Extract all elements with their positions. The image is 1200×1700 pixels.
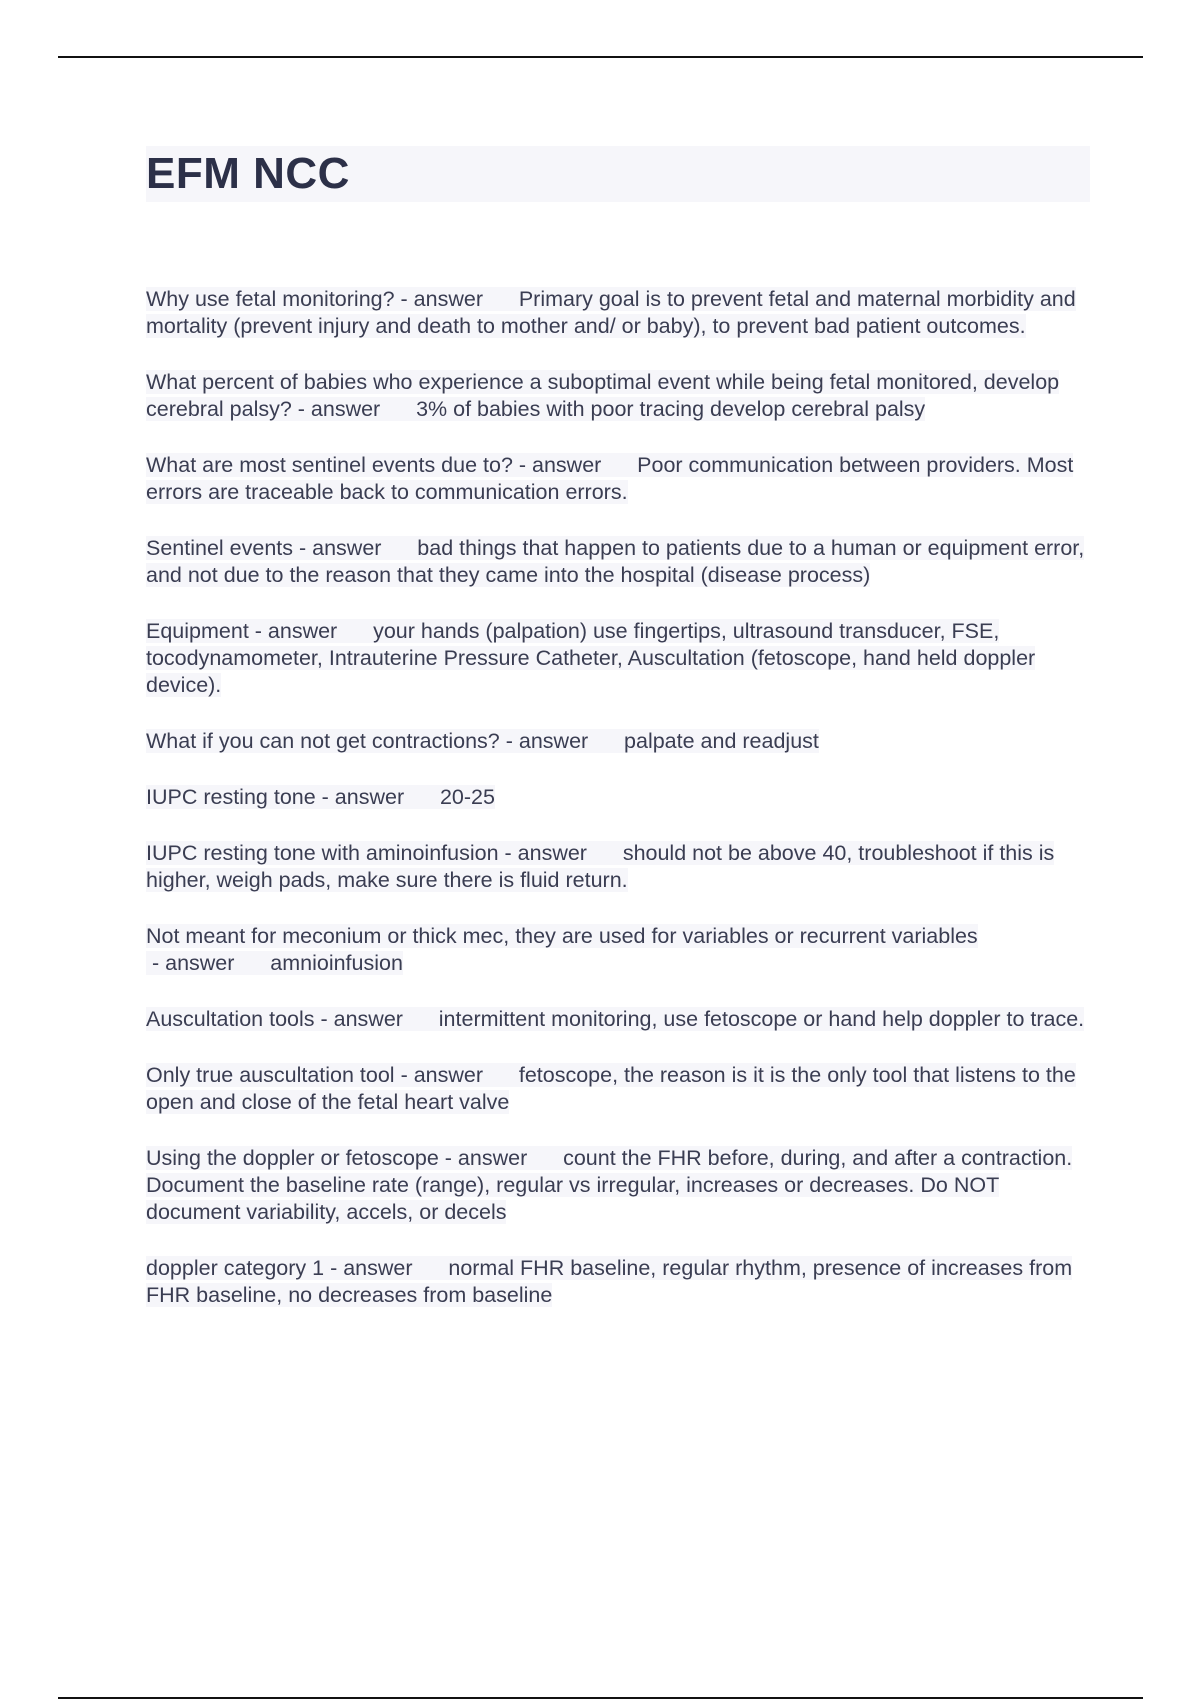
qa-question: Equipment (146, 619, 249, 643)
qa-question: Not meant for meconium or thick mec, they are used for variables or recurrent variables (146, 924, 978, 948)
qa-question: Only true auscultation tool (146, 1063, 395, 1087)
qa-answer: 20-25 (439, 785, 495, 809)
qa-item (146, 728, 1090, 755)
title-band (146, 146, 1090, 202)
qa-answer: count the FHR before, during, and after a contraction. Document the baseline rate (range), regular vs irregular, increases or decreases. Do NOT document variability, accels, or decels (146, 1146, 1073, 1224)
qa-answer: fetoscope, the reason is it is the only tool that listens to the open and close of the fetal heart valve (146, 1063, 1076, 1114)
qa-item (146, 618, 1090, 699)
qa-answer: should not be above 40, troubleshoot if this is higher, weigh pads, make sure there is fluid return. (146, 841, 1055, 892)
qa-answer: palpate and readjust (624, 729, 819, 753)
qa-separator: - answer (291, 397, 417, 421)
document-title: EFM NCC (146, 149, 350, 198)
qa-answer: your hands (palpation) use fingertips, ultrasound transducer, FSE, tocodynamometer, Intrauterine Pressure Catheter, Auscultation (fetoscope, hand held doppler device). (146, 619, 1036, 697)
qa-item (146, 840, 1090, 894)
qa-question: What are most sentinel events due to? (146, 453, 513, 477)
qa-question: Why use fetal monitoring? (146, 287, 395, 311)
qa-item (146, 369, 1090, 423)
qa-separator: - answer (438, 1146, 564, 1170)
qa-answer: amnioinfusion (270, 951, 403, 975)
qa-separator: - answer (394, 287, 519, 311)
qa-answer: normal FHR baseline, regular rhythm, presence of increases from FHR baseline, no decreases from baseline (146, 1256, 1073, 1307)
qa-separator: - answer (146, 951, 271, 975)
qa-separator: - answer (499, 729, 625, 753)
qa-question: IUPC resting tone with aminoinfusion (146, 841, 499, 865)
qa-question: doppler category 1 (146, 1256, 325, 1280)
qa-item (146, 784, 1090, 811)
qa-answer: intermittent monitoring, use fetoscope or hand help doppler to trace. (438, 1007, 1085, 1031)
qa-item (146, 452, 1090, 506)
qa-question: Using the doppler or fetoscope (146, 1146, 439, 1170)
qa-separator: - answer (293, 536, 418, 560)
qa-item (146, 923, 1090, 977)
qa-answer: Poor communication between providers. Most errors are traceable back to communication errors. (146, 453, 1074, 504)
bottom-rule (58, 1697, 1143, 1699)
qa-question: Auscultation tools (146, 1007, 315, 1031)
qa-item (146, 535, 1090, 589)
qa-separator: - answer (315, 785, 440, 809)
qa-separator: - answer (324, 1256, 449, 1280)
qa-question: IUPC resting tone (146, 785, 316, 809)
qa-separator: - answer (498, 841, 623, 865)
qa-separator: - answer (248, 619, 374, 643)
qa-answer: Primary goal is to prevent fetal and maternal morbidity and mortality (prevent injury and death to mother and/ or baby), to prevent bad patient outcomes. (146, 287, 1076, 338)
qa-answer: 3% of babies with poor tracing develop cerebral palsy (416, 397, 926, 421)
qa-question: Sentinel events (146, 536, 294, 560)
qa-item (146, 1006, 1090, 1033)
qa-separator: - answer (512, 453, 638, 477)
qa-item (146, 1062, 1090, 1116)
qa-answer: bad things that happen to patients due to a human or equipment error, and not due to the reason that they came into the hospital (disease process) (146, 536, 1085, 587)
qa-item (146, 1255, 1090, 1309)
qa-item (146, 1145, 1090, 1226)
qa-separator: - answer (314, 1007, 439, 1031)
qa-separator: - answer (394, 1063, 519, 1087)
qa-item (146, 286, 1090, 340)
page-content (146, 146, 1090, 1338)
top-rule (58, 56, 1143, 58)
qa-list (146, 286, 1090, 1309)
qa-question: What if you can not get contractions? (146, 729, 500, 753)
qa-question: What percent of babies who experience a suboptimal event while being fetal monitored, develop cerebral palsy? (146, 370, 1060, 421)
